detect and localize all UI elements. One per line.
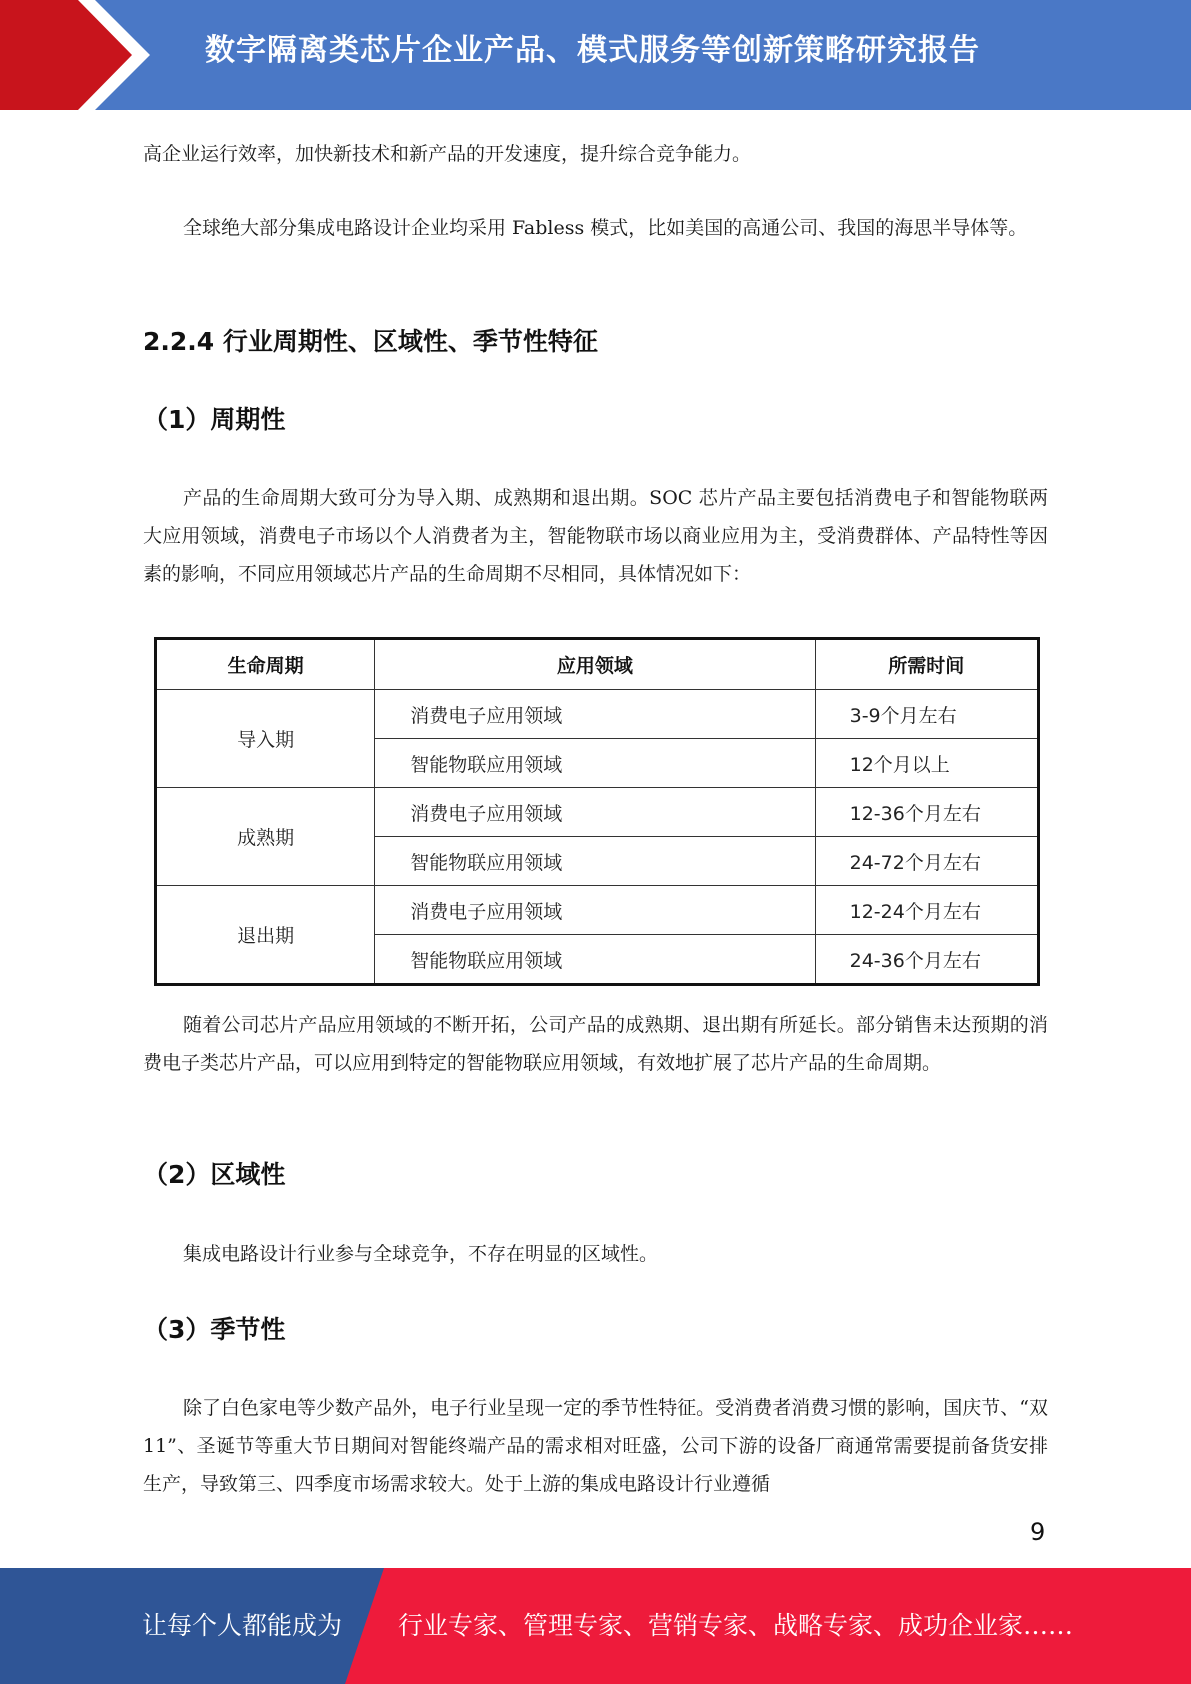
- page-header: [0, 0, 1191, 110]
- paragraph-5: 集成电路设计行业参与全球竞争，不存在明显的区域性。: [183, 1243, 659, 1265]
- lifecycle-table: [154, 637, 1040, 986]
- table-header-row: [156, 639, 1039, 690]
- stage-cell: 导入期: [156, 690, 375, 788]
- time-cell: 12-24个月左右: [815, 886, 1038, 935]
- field-cell: 消费电子应用领域: [375, 886, 815, 935]
- table-row: [156, 690, 1039, 739]
- paragraph-3: 产品的生命周期大致可分为导入期、成熟期和退出期。SOC 芯片产品主要包括消费电子和智能物联两大应用领域，消费电子市场以个人消费者为主，智能物联市场以商业应用为主，受消费群体、产品特性等因素的影响，不同应用领域芯片产品的生命周期不尽相同，具体情况如下：: [143, 487, 1048, 585]
- header-lifecycle: 生命周期: [156, 639, 375, 690]
- subheading-regionality: （2）区域性: [143, 1160, 286, 1189]
- section-heading: 2.2.4 行业周期性、区域性、季节性特征: [143, 327, 598, 356]
- field-cell: 智能物联应用领域: [375, 739, 815, 788]
- table-row: [156, 788, 1039, 837]
- stage-cell: 退出期: [156, 886, 375, 985]
- report-title: 数字隔离类芯片企业产品、模式服务等创新策略研究报告: [205, 33, 980, 68]
- time-cell: 24-72个月左右: [815, 837, 1038, 886]
- time-cell: 12个月以上: [815, 739, 1038, 788]
- paragraph-2: 全球绝大部分集成电路设计企业均采用 Fabless 模式，比如美国的高通公司、我国的海思半导体等。: [183, 217, 1028, 239]
- footer-slogan-left: 让每个人都能成为: [142, 1611, 343, 1640]
- page-footer: [0, 1568, 1191, 1684]
- subheading-cyclicality: （1）周期性: [143, 405, 286, 434]
- footer-slogan-right: 行业专家、管理专家、营销专家、战略专家、成功企业家……: [398, 1611, 1074, 1640]
- field-cell: 智能物联应用领域: [375, 935, 815, 985]
- time-cell: 24-36个月左右: [815, 935, 1038, 985]
- table-row: [156, 886, 1039, 935]
- time-cell: 3-9个月左右: [815, 690, 1038, 739]
- header-application-field: 应用领域: [375, 639, 815, 690]
- paragraph-1: 高企业运行效率，加快新技术和新产品的开发速度，提升综合竞争能力。: [143, 143, 752, 165]
- paragraph-4: 随着公司芯片产品应用领域的不断开拓，公司产品的成熟期、退出期有所延长。部分销售未达预期的消费电子类芯片产品，可以应用到特定的智能物联应用领域，有效地扩展了芯片产品的生命周期。: [143, 1014, 1048, 1074]
- field-cell: 消费电子应用领域: [375, 690, 815, 739]
- field-cell: 智能物联应用领域: [375, 837, 815, 886]
- subheading-seasonality: （3）季节性: [143, 1315, 286, 1344]
- page-number: 9: [1030, 1518, 1046, 1546]
- paragraph-6: 除了白色家电等少数产品外，电子行业呈现一定的季节性特征。受消费者消费习惯的影响，国庆节、“双 11”、圣诞节等重大节日期间对智能终端产品的需求相对旺盛，公司下游的设备厂商通常需要提前备货安排生产，导致第三、四季度市场需求较大。处于上游的集成电路设计行业遵循: [143, 1397, 1048, 1495]
- field-cell: 消费电子应用领域: [375, 788, 815, 837]
- time-cell: 12-36个月左右: [815, 788, 1038, 837]
- header-duration: 所需时间: [815, 639, 1038, 690]
- header-arrow-decoration: [0, 0, 160, 110]
- stage-cell: 成熟期: [156, 788, 375, 886]
